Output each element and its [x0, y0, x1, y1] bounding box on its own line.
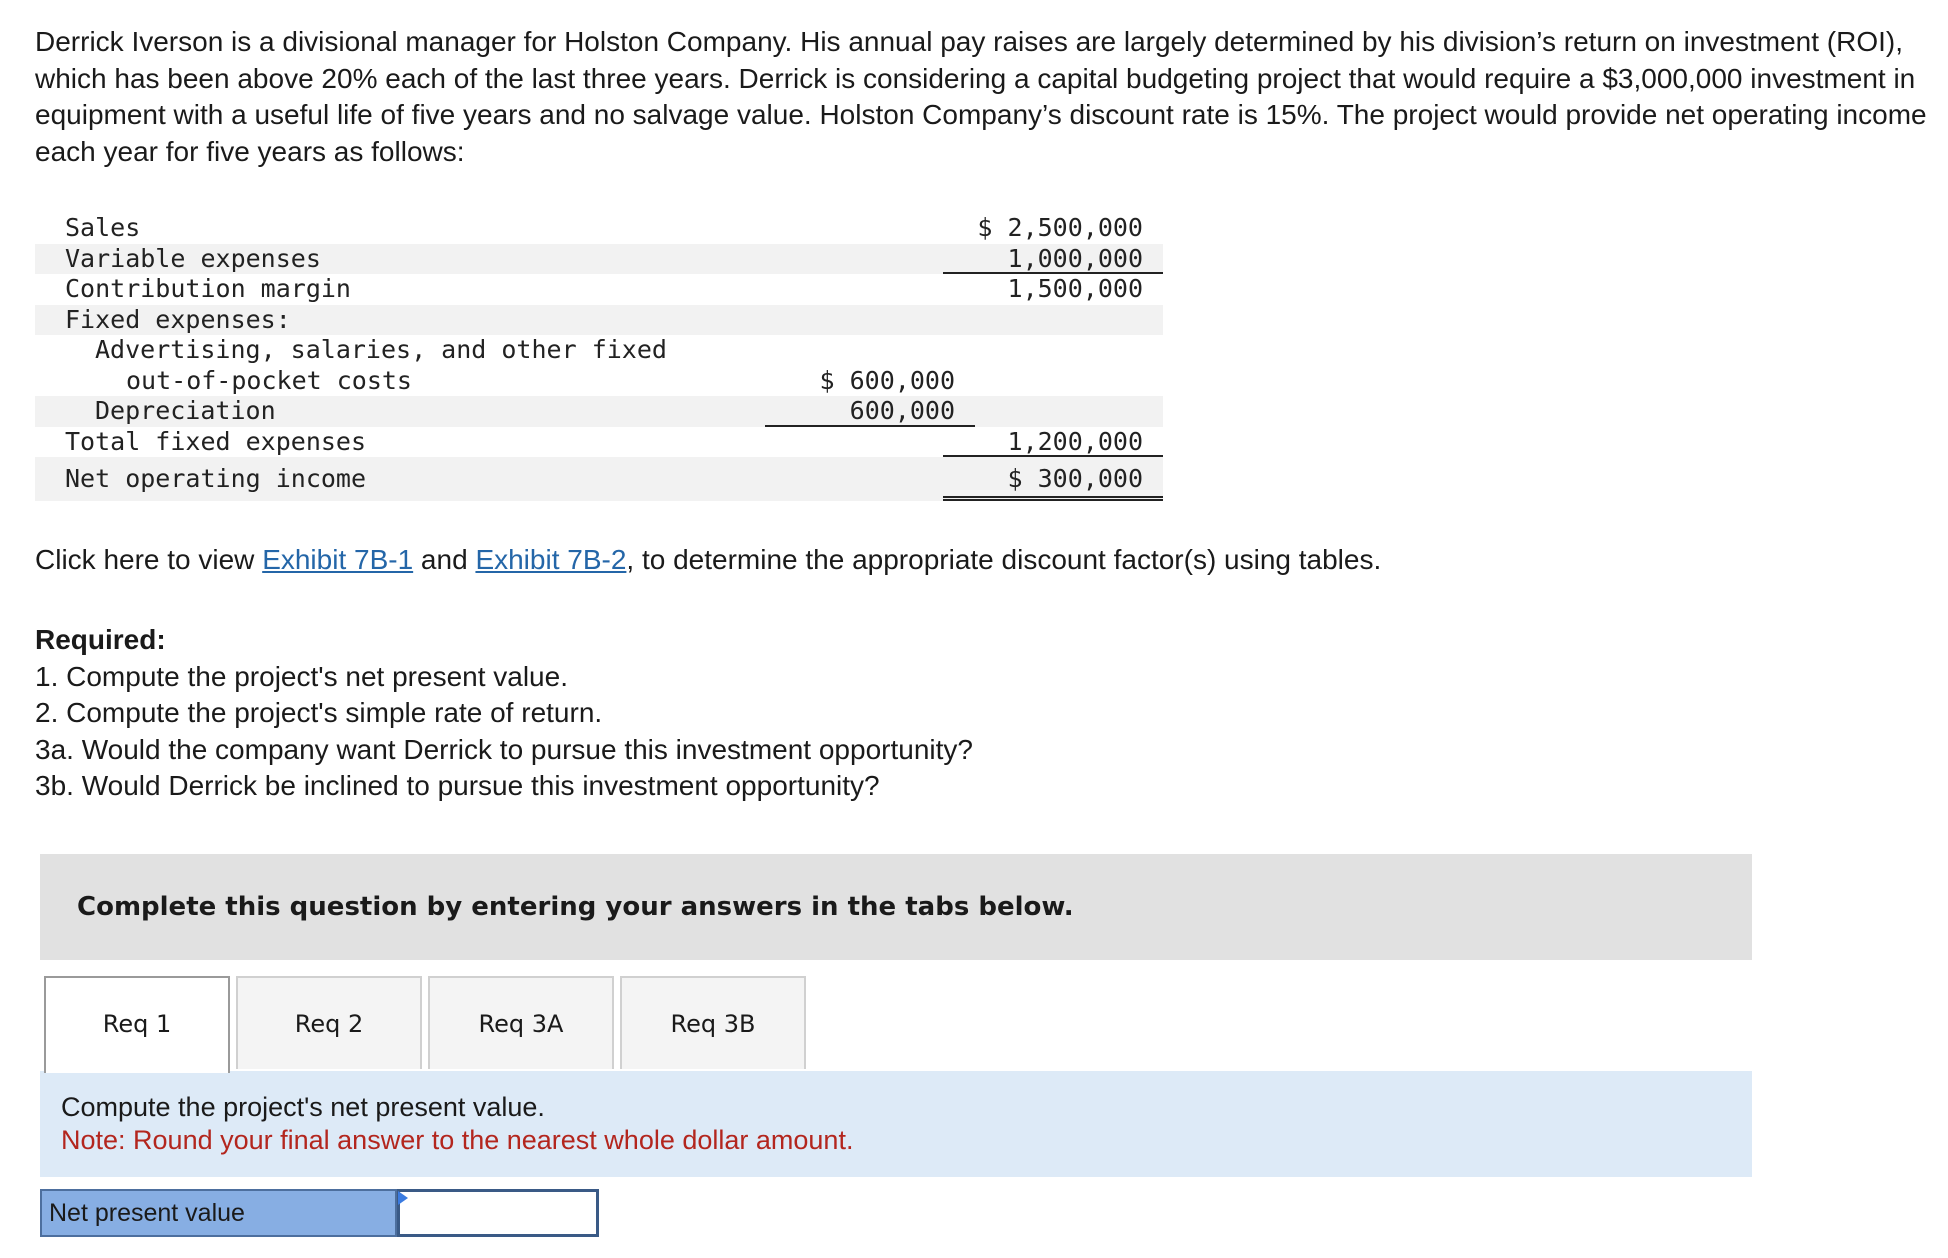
instruction-banner: Complete this question by entering your answers in the tabs below.: [40, 854, 1752, 960]
row-fixed-expenses-header: [35, 305, 1163, 336]
tab-req-2[interactable]: Req 2: [236, 976, 422, 1069]
net-operating-income-label: Net operating income: [65, 464, 367, 493]
row-depreciation: [35, 396, 1163, 427]
npv-label: Net present value: [40, 1189, 397, 1237]
exhibit-7b2-link[interactable]: Exhibit 7B-2: [475, 544, 627, 575]
exhibit-prefix: Click here to view: [35, 544, 263, 575]
npv-answer-row: [40, 1189, 599, 1237]
sales-value: $ 2,500,000: [977, 213, 1143, 242]
required-item-3b: 3b. Would Derrick be inclined to pursue this investment opportunity?: [35, 770, 880, 801]
fixed-expenses-label: Fixed expenses:: [65, 304, 291, 334]
req-1-panel: [40, 1071, 1752, 1177]
contribution-margin-label: Contribution margin: [65, 274, 351, 303]
input-flag-icon: [398, 1191, 408, 1205]
row-contribution-margin: [35, 274, 1163, 305]
total-fixed-expenses-value: 1,200,000: [943, 427, 1163, 458]
total-fixed-expenses-label: Total fixed expenses: [65, 426, 367, 456]
required-item-1: 1. Compute the project's net present value.: [35, 660, 568, 692]
tab-req-3a[interactable]: Req 3A: [428, 976, 614, 1069]
variable-expenses-label: Variable expenses: [65, 243, 321, 273]
depreciation-label: Depreciation: [95, 396, 276, 425]
sales-label: Sales: [65, 213, 141, 242]
income-statement: [35, 213, 1163, 501]
row-advertising-1: [35, 335, 1163, 366]
exhibit-and: and: [413, 544, 476, 575]
tab-req-1[interactable]: Req 1: [44, 976, 230, 1073]
exhibit-suffix: , to determine the appropriate discount factor(s) using tables.: [626, 544, 1382, 575]
row-advertising-2: [35, 366, 1163, 397]
tab-bar: [40, 976, 1752, 1073]
exhibit-line: [35, 544, 1381, 576]
depreciation-value: 600,000: [765, 396, 975, 427]
problem-intro: Derrick Iverson is a divisional manager for Holston Company. His annual pay raises are largely determined by his division’s return on investment (ROI), which has been above 20% each of the last three years. Derrick is considering a capital budgeting project that would require a $3,000,000 investment in equipment with a useful life of five years and no salvage value. Holston Company’s discount rate is 15%. The project would provide net operating income each year for five years as follows:: [35, 26, 1927, 167]
contribution-margin-value: 1,500,000: [1007, 274, 1143, 303]
advertising-value: $ 600,000: [819, 365, 955, 395]
row-sales: [35, 213, 1163, 244]
required-item-3a: 3a. Would the company want Derrick to pursue this investment opportunity?: [35, 733, 973, 765]
advertising-label-line2: out-of-pocket costs: [126, 365, 412, 395]
required-item-2: 2. Compute the project's simple rate of return.: [35, 697, 603, 728]
advertising-label-line1: Advertising, salaries, and other fixed: [95, 335, 667, 364]
exhibit-7b1-link[interactable]: Exhibit 7B-1: [262, 544, 414, 575]
panel-note: Note: Round your final answer to the nearest whole dollar amount.: [61, 1125, 854, 1155]
row-variable-expenses: [35, 244, 1163, 275]
variable-expenses-value: 1,000,000: [943, 244, 1163, 275]
required-heading: Required:: [35, 624, 166, 655]
panel-prompt: Compute the project's net present value.: [61, 1092, 545, 1122]
row-total-fixed-expenses: [35, 427, 1163, 458]
required-section: [35, 622, 973, 805]
npv-input[interactable]: [397, 1189, 599, 1237]
tab-req-3b[interactable]: Req 3B: [620, 976, 806, 1069]
net-operating-income-value: $ 300,000: [943, 457, 1163, 501]
row-net-operating-income: [35, 457, 1163, 501]
